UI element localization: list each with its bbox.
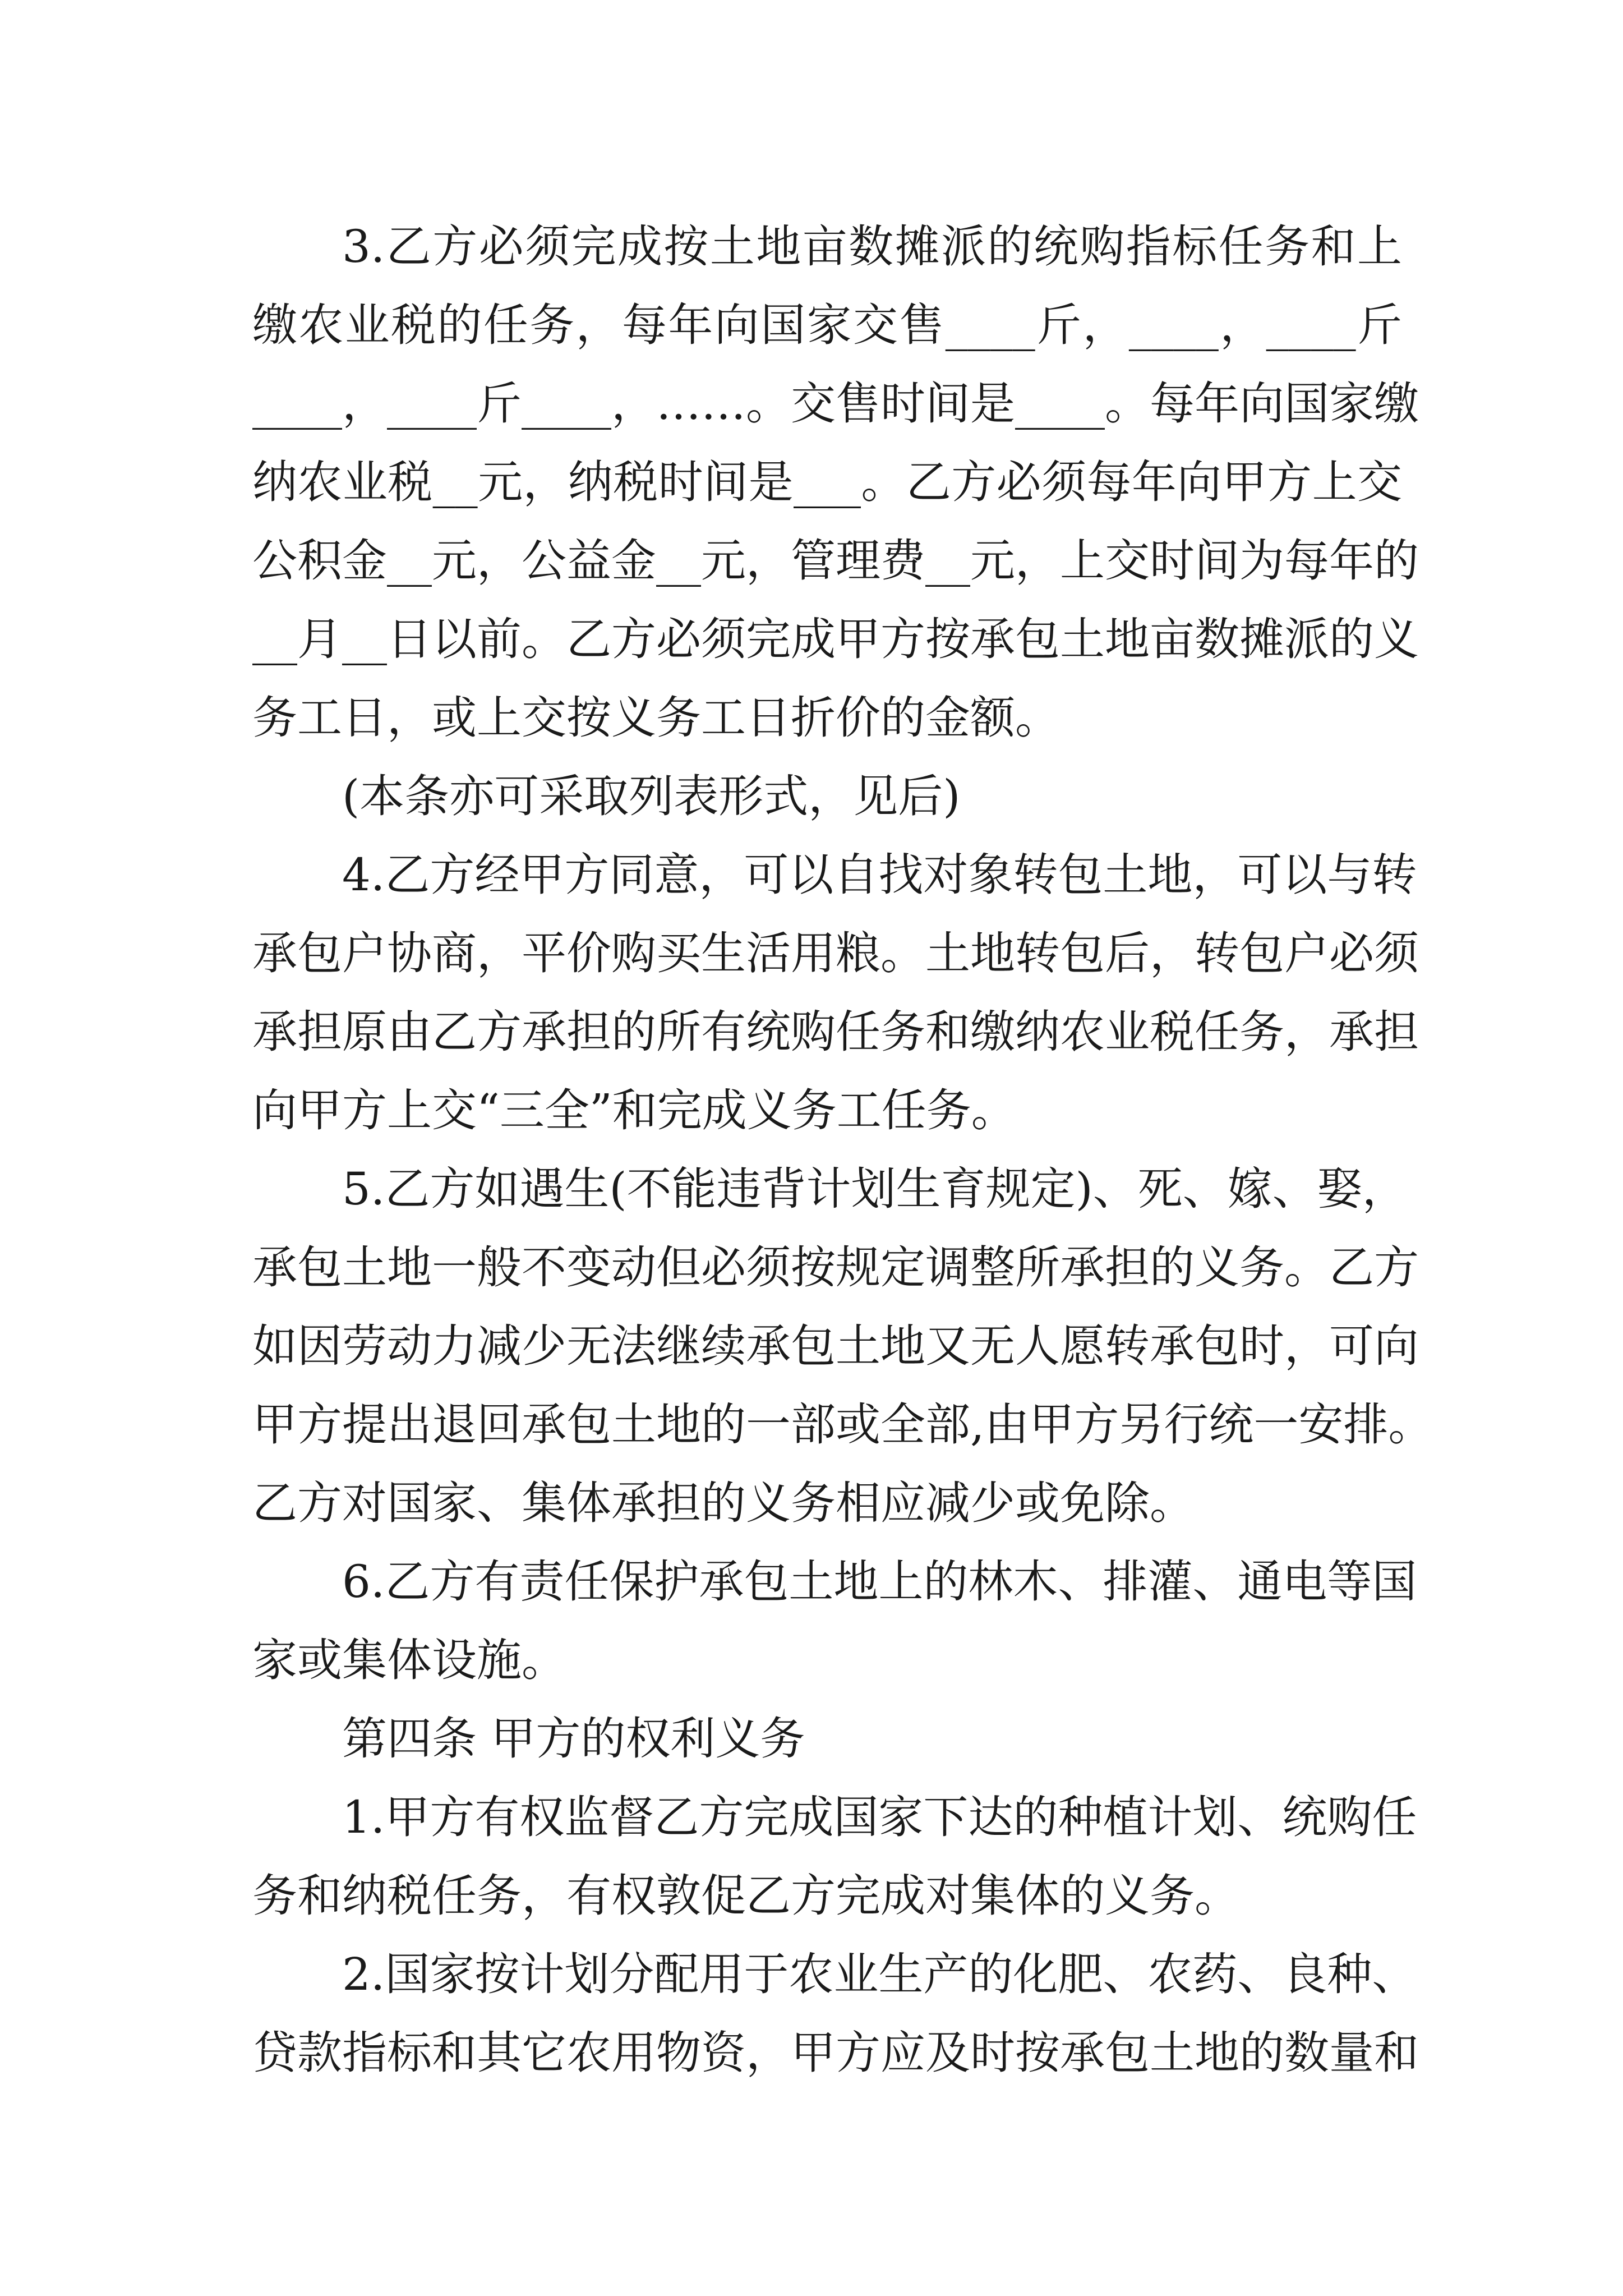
text-line: 6.乙方有责任保护承包土地上的林木、排灌、通电等国 <box>342 1556 1417 1608</box>
text-line: 4.乙方经甲方同意，可以自找对象转包土地，可以与转 <box>342 849 1417 901</box>
text-line: 承担原由乙方承担的所有统购任务和缴纳农业税任务，承担 <box>252 1006 1419 1058</box>
text-line: __月__日以前。乙方必须完成甲方按承包土地亩数摊派的义 <box>252 613 1419 665</box>
text-line: 贷款指标和其它农用物资，甲方应及时按承包土地的数量和 <box>252 2027 1419 2079</box>
text-line: 务工日，或上交按义务工日折价的金额。 <box>252 692 1060 744</box>
text-line: 2.国家按计划分配用于农业生产的化肥、农药、良种、 <box>342 1948 1417 2000</box>
text-line: 如因劳动力减少无法继续承包土地又无人愿转承包时，可向 <box>252 1320 1419 1372</box>
text-line: 向甲方上交“三全”和完成义务工任务。 <box>252 1084 1016 1137</box>
text-line: 承包土地一般不变动但必须按规定调整所承担的义务。乙方 <box>252 1241 1419 1294</box>
text-line: 3.乙方必须完成按土地亩数摊派的统购指标任务和上 <box>342 220 1402 273</box>
text-line: 务和纳税任务，有权敦促乙方完成对集体的义务。 <box>252 1870 1239 1922</box>
text-line: ____，____斤____，……。交售时间是____。每年向国家缴 <box>252 378 1419 430</box>
text-line: 甲方提出退回承包土地的一部或全部,由甲方另行统一安排。 <box>252 1398 1433 1451</box>
text-line: 5.乙方如遇生(不能违背计划生育规定)、死、嫁、娶， <box>342 1163 1407 1215</box>
text-line: 缴农业税的任务，每年向国家交售____斤，____，____斤 <box>252 299 1402 351</box>
text-line: 家或集体设施。 <box>252 1634 566 1686</box>
text-line: 纳农业税__元，纳税时间是___。乙方必须每年向甲方上交 <box>252 456 1402 508</box>
text-line: (本条亦可采取列表形式，见后) <box>342 770 961 822</box>
text-line: 承包户协商，平价购买生活用粮。土地转包后，转包户必须 <box>252 927 1419 979</box>
text-line: 公积金__元，公益金__元，管理费__元，上交时间为每年的 <box>252 535 1419 587</box>
text-line: 乙方对国家、集体承担的义务相应减少或免除。 <box>252 1477 1195 1529</box>
section-heading: 第四条 甲方的权利义务 <box>342 1713 805 1765</box>
text-line: 1.甲方有权监督乙方完成国家下达的种植计划、统购任 <box>342 1791 1417 1843</box>
